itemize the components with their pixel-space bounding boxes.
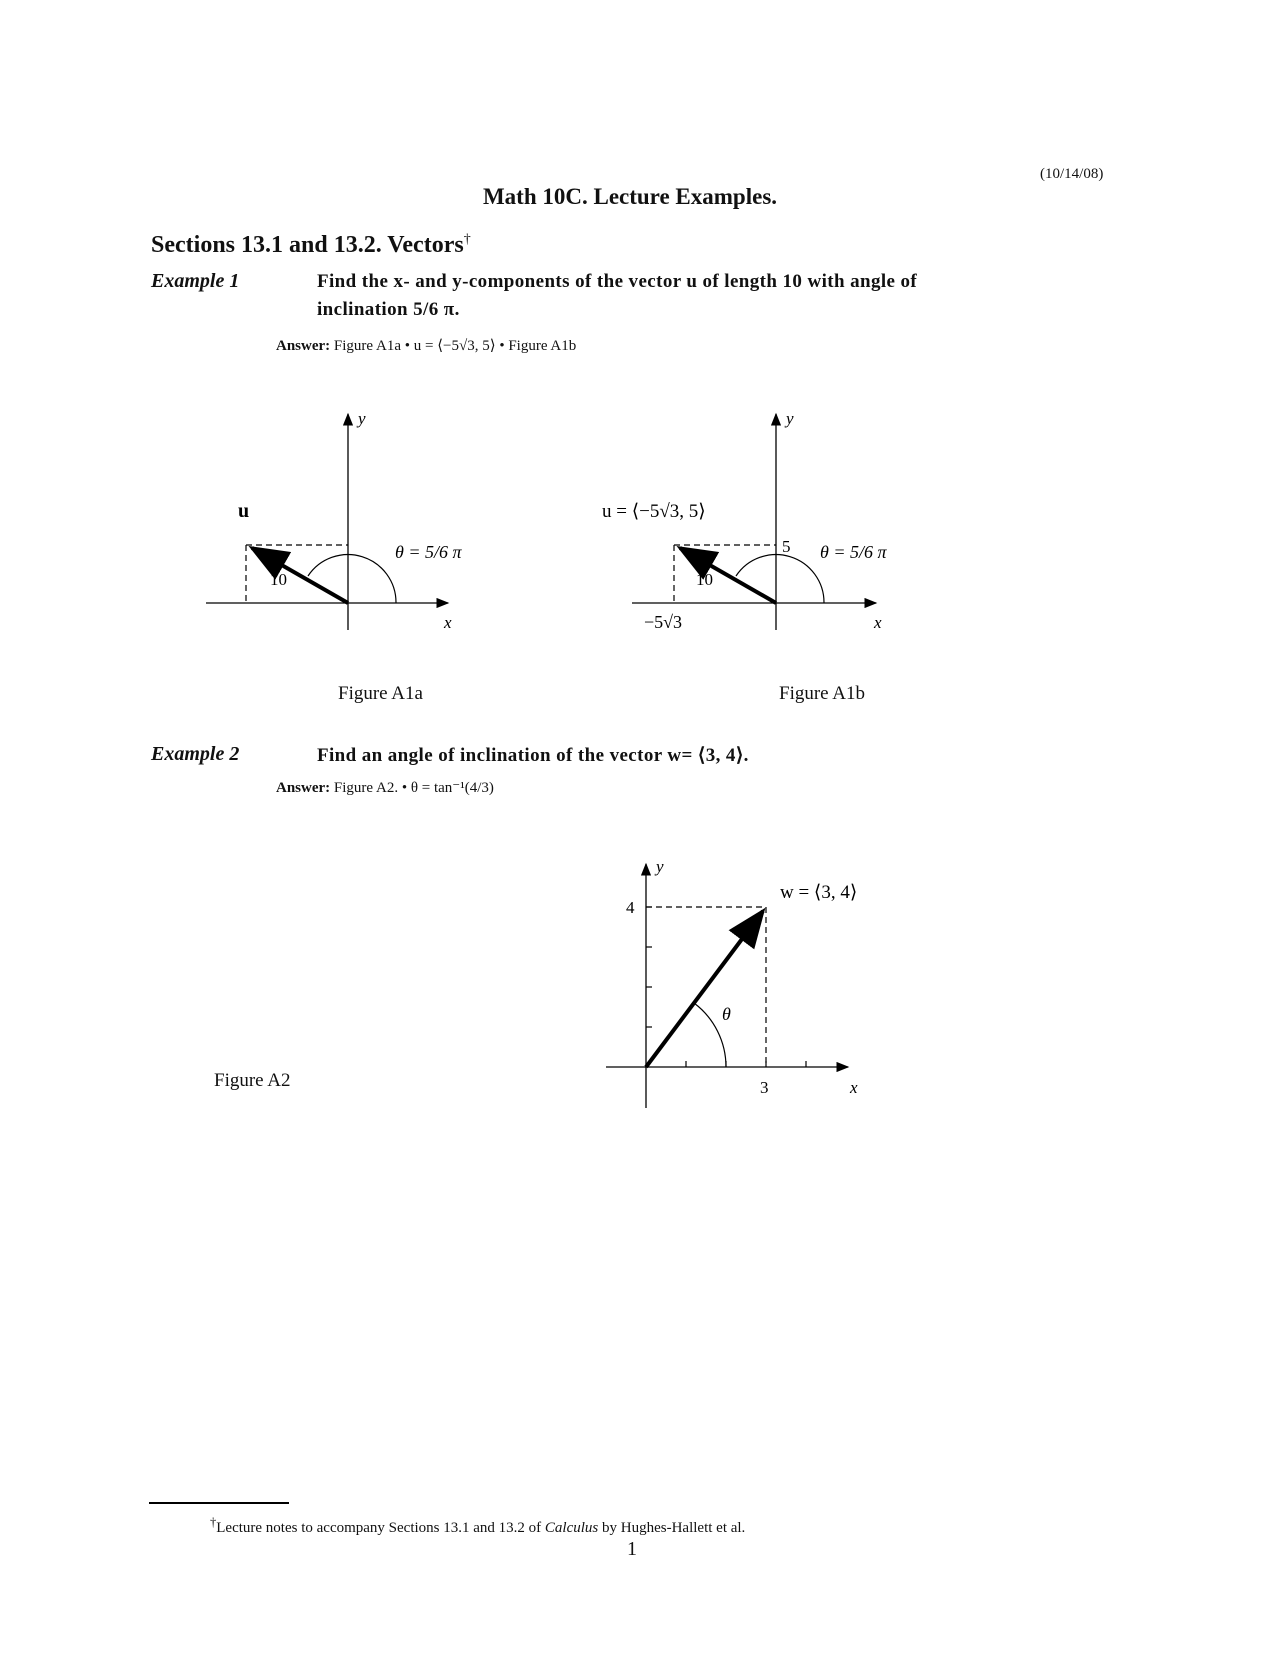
angle-label: θ	[722, 1004, 731, 1024]
dagger-marker: †	[463, 232, 471, 247]
length-label: 10	[696, 570, 713, 589]
figure-a2-caption: Figure A2	[214, 1070, 291, 1091]
example1-answer	[276, 336, 576, 355]
vector-label: w = ⟨3, 4⟩	[780, 882, 858, 903]
y-label: y	[656, 857, 664, 876]
example1-question-line2: inclination 5/6 π.	[317, 299, 460, 320]
angle-arc	[736, 555, 824, 603]
length-label: 10	[270, 570, 287, 589]
y-tick-label: 4	[626, 898, 635, 917]
section-heading	[151, 232, 471, 259]
section-title: Sections 13.1 and 13.2. Vectors	[151, 232, 464, 258]
angle-arc	[308, 555, 396, 603]
footnote-book: Calculus	[544, 1520, 599, 1536]
figure-a2	[590, 850, 900, 1110]
footnote-marker: †	[210, 1515, 217, 1529]
footnote-text-before: Lecture notes to accompany Sections 13.1 and 13.2 of	[216, 1520, 545, 1536]
y-component-label: 5	[782, 537, 791, 556]
footnote-text-after: by Hughes-Hallett et al.	[598, 1520, 746, 1536]
answer-text: Figure A2. • θ = tan⁻¹(4/3)	[333, 780, 494, 796]
answer-label: Answer:	[276, 780, 331, 796]
vector-label: u = ⟨−5√3, 5⟩	[602, 501, 706, 522]
vector-label: u	[238, 500, 250, 522]
example2-label: Example 2	[151, 743, 240, 765]
example1-question-line1: Find the x- and y-components of the vector u of length 10 with angle of	[317, 271, 918, 292]
figure-a1b	[600, 400, 900, 630]
example1-label: Example 1	[151, 270, 240, 292]
page-title: Math 10C. Lecture Examples.	[482, 184, 778, 209]
y-label: y	[358, 409, 366, 428]
figure-a1b-caption: Figure A1b	[779, 683, 866, 704]
x-label: x	[874, 613, 882, 630]
example2-question: Find an angle of inclination of the vector w= ⟨3, 4⟩.	[317, 745, 749, 766]
x-label: x	[444, 613, 452, 630]
figure-a1a	[190, 400, 470, 630]
page-number: 1	[627, 1538, 637, 1560]
angle-label: θ = 5/6 π	[820, 542, 887, 562]
angle-label: θ = 5/6 π	[395, 542, 462, 562]
date-stamp: (10/14/08)	[1040, 166, 1104, 182]
answer-text: Figure A1a • u = ⟨−5√3, 5⟩ • Figure A1b	[333, 338, 577, 354]
figure-a1a-caption: Figure A1a	[338, 683, 423, 704]
answer-label: Answer:	[276, 338, 331, 354]
x-label: x	[850, 1078, 858, 1097]
x-component-label: −5√3	[644, 612, 683, 630]
vector-w	[646, 911, 763, 1067]
x-tick-label: 3	[760, 1078, 769, 1097]
example2-answer	[276, 778, 494, 797]
footnote	[210, 1515, 745, 1537]
y-label: y	[786, 409, 794, 428]
footnote-rule	[149, 1502, 289, 1504]
